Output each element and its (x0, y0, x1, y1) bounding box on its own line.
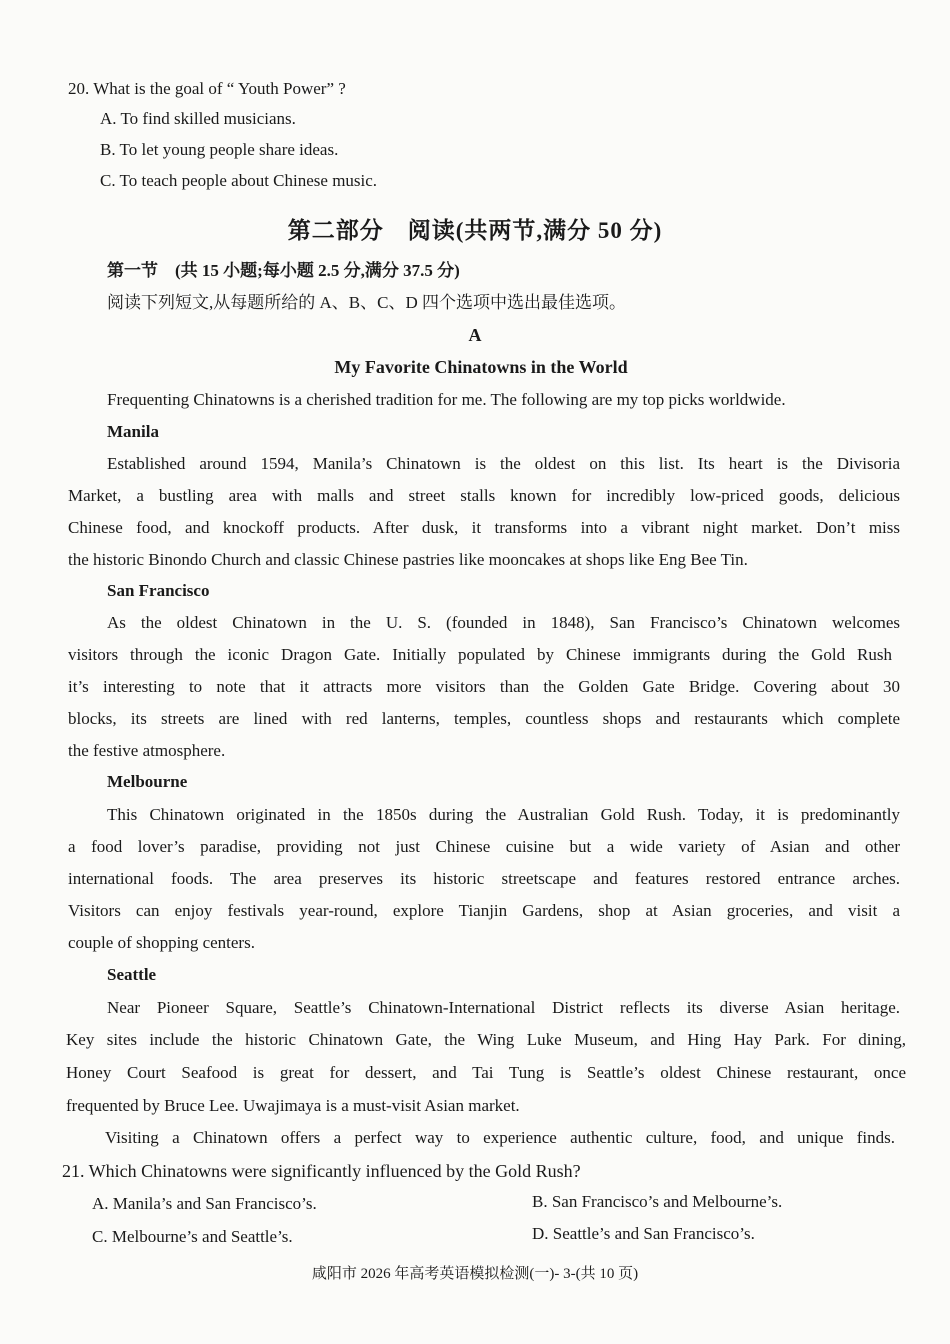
sanfrancisco-line: As the oldest Chinatown in the U. S. (founded in 1848), San Francisco’s Chinatown welcomes (107, 613, 900, 632)
q20-option-a: A. To find skilled musicians. (100, 109, 296, 128)
passage-title: My Favorite Chinatowns in the World (334, 357, 628, 377)
sanfrancisco-line: blocks, its streets are lined with red lanterns, temples, countless shops and restaurants which complete (68, 709, 900, 728)
q21-option-d: D. Seattle’s and San Francisco’s. (532, 1224, 755, 1243)
sanfrancisco-line: it’s interesting to note that it attracts more visitors than the Golden Gate Bridge. Covering about 30 (68, 677, 900, 696)
seattle-line: Honey Court Seafood is great for dessert, and Tai Tung is Seattle’s oldest Chinese restaurant, once (66, 1063, 906, 1082)
page-footer: 咸阳市 2026 年高考英语模拟检测(一)- 3-(共 10 页) (311, 1266, 639, 1282)
q21-option-a: A. Manila’s and San Francisco’s. (92, 1194, 317, 1213)
melbourne-line: a food lover’s paradise, providing not just Chinese cuisine but a wide variety of Asian and other (68, 837, 900, 856)
section1-title: 第一节 (共 15 小题;每小题 2.5 分,满分 37.5 分) (107, 261, 460, 280)
q21-stem: 21. Which Chinatowns were significantly influenced by the Gold Rush? (62, 1161, 581, 1181)
seattle-line: frequented by Bruce Lee. Uwajimaya is a must-visit Asian market. (66, 1096, 520, 1115)
melbourne-heading: Melbourne (107, 772, 188, 791)
seattle-heading: Seattle (107, 965, 157, 984)
manila-line: the historic Binondo Church and classic Chinese pastries like mooncakes at shops like Eng Bee Tin. (68, 550, 748, 569)
part2-title: 第二部分 阅读(共两节,满分 50 分) (287, 218, 663, 243)
passage-intro: Frequenting Chinatowns is a cherished tradition for me. The following are my top picks worldwide. (107, 390, 786, 409)
melbourne-line: couple of shopping centers. (68, 933, 255, 952)
manila-heading: Manila (107, 422, 159, 441)
manila-line: Established around 1594, Manila’s Chinatown is the oldest on this list. Its heart is the Divisoria (107, 454, 900, 473)
q20-option-c: C. To teach people about Chinese music. (100, 171, 378, 190)
manila-line: Chinese food, and knockoff products. After dusk, it transforms into a vibrant night market. Don’t miss (68, 518, 900, 537)
q20-stem: 20. What is the goal of “ Youth Power” ? (68, 79, 346, 98)
sanfrancisco-heading: San Francisco (107, 581, 210, 600)
passage-closing: Visiting a Chinatown offers a perfect way to experience authentic culture, food, and unique finds. (105, 1128, 895, 1147)
q21-option-c: C. Melbourne’s and Seattle’s. (92, 1227, 293, 1246)
melbourne-line: This Chinatown originated in the 1850s during the Australian Gold Rush. Today, it is predominantly (107, 805, 900, 824)
melbourne-line: Visitors can enjoy festivals year-round, explore Tianjin Gardens, shop at Asian groceries, and visit a (68, 901, 900, 920)
q20-option-b: B. To let young people share ideas. (100, 140, 339, 159)
passage-letter: A (468, 325, 482, 345)
section1-instruction: 阅读下列短文,从每题所给的 A、B、C、D 四个选项中选出最佳选项。 (107, 293, 626, 312)
seattle-line: Near Pioneer Square, Seattle’s Chinatown-International District reflects its diverse Asian heritage. (107, 998, 900, 1017)
seattle-line: Key sites include the historic Chinatown Gate, the Wing Luke Museum, and Hing Hay Park. For dining, (66, 1030, 906, 1049)
q21-option-b: B. San Francisco’s and Melbourne’s. (532, 1192, 783, 1211)
manila-line: Market, a bustling area with malls and street stalls known for incredibly low-priced goods, delicious (68, 486, 900, 505)
sanfrancisco-line: visitors through the iconic Dragon Gate. Initially populated by Chinese immigrants during the Gold Rush (68, 645, 892, 664)
sanfrancisco-line: the festive atmosphere. (68, 741, 226, 760)
melbourne-line: international foods. The area preserves its historic streetscape and features restored entrance arches. (68, 869, 900, 888)
